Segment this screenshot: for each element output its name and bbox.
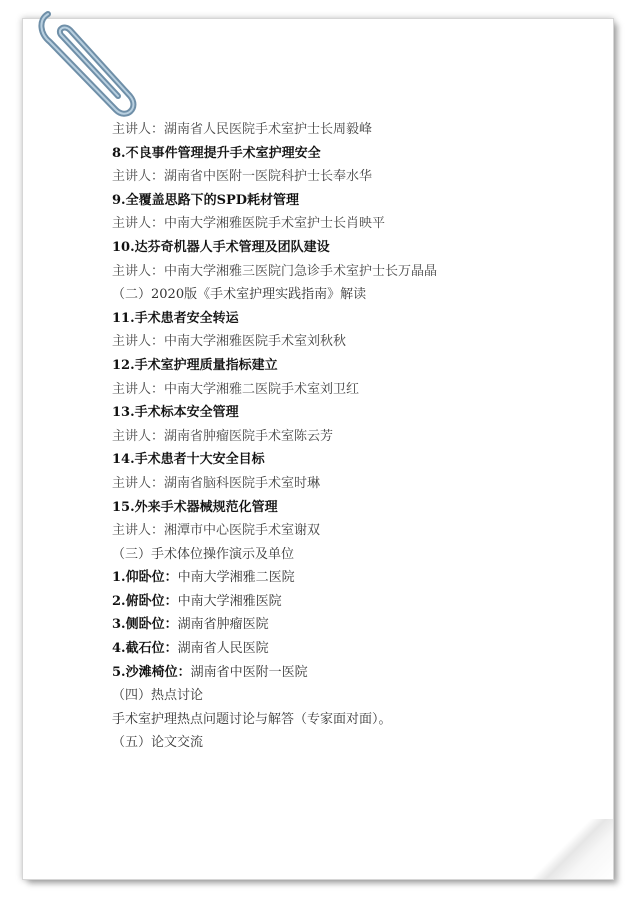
speaker-line: 主讲人：湖南省肿瘤医院手术室陈云芳 — [112, 428, 334, 444]
section-heading: （四）热点讨论 — [112, 688, 204, 704]
speaker-line: 主讲人：中南大学湘雅三医院门急诊手术室护士长万晶晶 — [112, 263, 438, 279]
topic-title: 13.手术标本安全管理 — [112, 405, 239, 421]
speaker-line: 主讲人：湖南省人民医院手术室护士长周毅峰 — [112, 122, 373, 137]
position-unit: 湖南省人民医院 — [177, 641, 269, 657]
position-line — [112, 637, 592, 661]
position-label: 5.沙滩椅位： — [112, 664, 191, 680]
page-curl — [523, 819, 613, 879]
position-line — [112, 566, 592, 590]
topic-title: 15.外来手术器械规范化管理 — [112, 499, 278, 515]
position-unit: 中南大学湘雅二医院 — [177, 570, 295, 586]
speaker-line: 主讲人：中南大学湘雅医院手术室刘秋秋 — [112, 334, 347, 350]
topic-title: 12.手术室护理质量指标建立 — [112, 357, 278, 373]
position-label: 1.仰卧位： — [112, 570, 178, 586]
position-line — [112, 613, 592, 637]
position-unit: 湖南省肿瘤医院 — [177, 617, 269, 633]
position-label: 2.俯卧位： — [112, 593, 178, 609]
speaker-line: 主讲人：湖南省中医附一医院科护士长奉水华 — [112, 169, 373, 185]
position-label: 3.侧卧位： — [112, 617, 178, 633]
position-unit: 中南大学湘雅医院 — [177, 593, 282, 609]
topic-title: 11.手术患者安全转运 — [112, 310, 239, 326]
topic-title: 8.不良事件管理提升手术室护理安全 — [112, 145, 321, 161]
speaker-line: 主讲人：湖南省脑科医院手术室时琳 — [112, 475, 321, 491]
document-content — [112, 118, 592, 755]
section-heading: （三）手术体位操作演示及单位 — [112, 546, 295, 562]
topic-title: 9.全覆盖思路下的SPD耗材管理 — [112, 192, 300, 208]
position-unit: 湖南省中医附一医院 — [190, 664, 308, 680]
section-heading: （五）论文交流 — [112, 735, 204, 751]
position-label: 4.截石位： — [112, 641, 178, 657]
paperclip-icon — [30, 0, 140, 120]
speaker-line: 主讲人：中南大学湘雅二医院手术室刘卫红 — [112, 381, 360, 397]
speaker-line: 主讲人：湘潭市中心医院手术室谢双 — [112, 523, 321, 539]
body-text: 手术室护理热点问题讨论与解答（专家面对面）。 — [112, 711, 392, 727]
topic-title: 14.手术患者十大安全目标 — [112, 452, 265, 468]
topic-title: 10.达芬奇机器人手术管理及团队建设 — [112, 239, 330, 255]
position-line — [112, 590, 592, 614]
speaker-line: 主讲人：中南大学湘雅医院手术室护士长肖映平 — [112, 216, 386, 232]
position-line — [112, 661, 592, 685]
section-heading: （二）2020版《手术室护理实践指南》解读 — [112, 287, 367, 303]
